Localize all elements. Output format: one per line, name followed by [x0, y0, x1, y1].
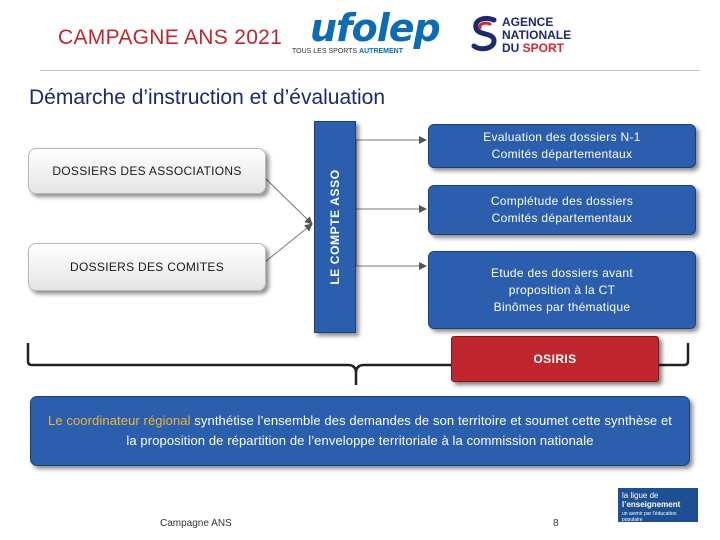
etude-step-line2: proposition à la CT — [508, 282, 616, 297]
ligue-enseignement-logo — [618, 488, 698, 522]
presentation-title: CAMPAGNE ANS 2021 — [58, 26, 283, 49]
compte-asso-bar — [314, 121, 356, 333]
comites-dossiers-box — [28, 243, 266, 291]
etude-step-line3: Binômes par thématique — [493, 299, 631, 314]
ans-logo-line2: NATIONALE — [502, 28, 572, 42]
completude-step-line1: Complétude des dossiers — [490, 194, 634, 208]
comites-dossiers-label: DOSSIERS DES COMITES — [69, 260, 225, 274]
page-number: 8 — [553, 518, 559, 529]
evaluation-step-box — [428, 124, 696, 168]
summary-text — [43, 411, 677, 451]
ans-logo-line3-accent: SPORT — [522, 41, 565, 55]
completude-step-box — [428, 185, 696, 235]
ufolep-tagline — [292, 48, 403, 55]
associations-dossiers-box — [28, 148, 266, 194]
completude-step-line2: Comités départementaux — [491, 211, 633, 225]
osiris-box — [451, 336, 659, 382]
osiris-label: OSIRIS — [533, 352, 577, 366]
arrow-associations-to-compte — [265, 178, 312, 224]
ans-logo-line3-prefix: DU — [502, 41, 523, 55]
ligue-logo-line2: l’enseignement — [622, 500, 681, 509]
ans-logo-line3 — [502, 42, 571, 55]
ufolep-tagline-accent: AUTREMENT — [359, 48, 404, 55]
header-divider — [40, 70, 700, 71]
footer-label: Campagne ANS — [160, 518, 232, 529]
ligue-logo-tagline: un avenir par l’éducation populaire — [622, 511, 677, 523]
section-title: Démarche d’instruction et d’évaluation — [29, 86, 386, 109]
summary-rest: synthétise l’ensemble des demandes de son territoire et soumet cette synthèse et la proposition de répartition de l’enveloppe territoriale à la commission nationale — [126, 413, 673, 448]
arrow-comites-to-compte — [265, 224, 312, 262]
associations-dossiers-label: DOSSIERS DES ASSOCIATIONS — [52, 164, 242, 178]
ans-logo-text — [502, 16, 571, 55]
etude-step-line1: Etude des dossiers avant — [491, 265, 633, 280]
summary-highlight: Le coordinateur régional — [47, 413, 191, 428]
ufolep-tagline-main: TOUS LES SPORTS — [292, 48, 358, 55]
ans-logo-icon — [470, 14, 500, 54]
evaluation-step-line2: Comités départementaux — [491, 147, 633, 161]
etude-step-box — [428, 251, 696, 329]
evaluation-step-line1: Evaluation des dossiers N-1 — [483, 130, 641, 144]
ans-logo-line1: AGENCE — [502, 15, 554, 29]
compte-asso-label: LE COMPTE ASSO — [328, 169, 342, 285]
ufolep-logo: ufolep — [310, 6, 440, 50]
summary-box — [30, 396, 690, 466]
ligue-logo-line1: la ligue de — [622, 491, 659, 500]
